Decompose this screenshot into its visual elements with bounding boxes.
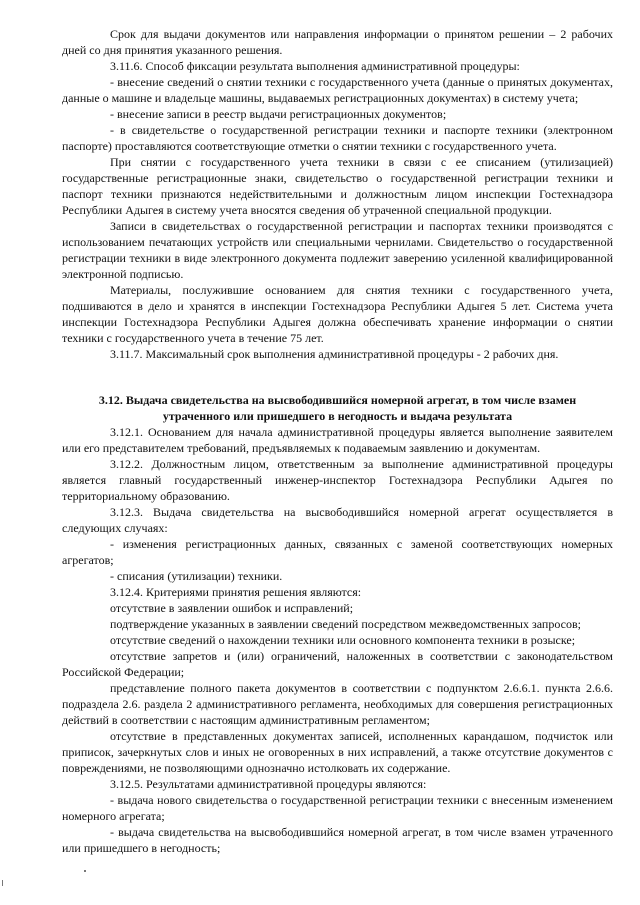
paragraph: отсутствие сведений о нахождении техники или основного компонента техники в розыске; — [110, 633, 576, 647]
paragraph: 3.11.7. Максимальный срок выполнения административной процедуры - 2 рабочих дня. — [110, 347, 559, 361]
paragraph: подтверждение указанных в заявлении сведений посредством межведомственных запросов; — [110, 617, 581, 631]
paragraph: 3.12.4. Критериями принятия решения являются: — [110, 585, 362, 599]
section-heading-line: 3.12. Выдача свидетельства на высвободившийся номерной агрегат, в том числе взамен — [98, 393, 577, 407]
section-heading-line: утраченного или пришедшего в негодность и выдача результата — [162, 409, 513, 423]
scan-speck — [84, 870, 86, 872]
paragraph: - списания (утилизации) техники. — [110, 569, 283, 583]
paragraph: Материалы, послужившие основанием для снятия техники с государственного учета, подшиваются в дело и хранятся в инспекции Гостехнадзора Республики Адыгея 5 лет. Система учета инспекции Гостехнадзора Республики Адыгея должна обеспечивать хранение информации о снятии техники с государственного учета в течение 75 лет. — [62, 283, 613, 345]
paragraph: - выдача нового свидетельства о государственной регистрации техники с внесенным изменением номерного агрегата; — [62, 793, 613, 823]
paragraph: Срок для выдачи документов или направления информации о принятом решении – 2 рабочих дней со дня принятия указанного решения. — [62, 27, 613, 57]
paragraph: представление полного пакета документов в соответствии с подпунктом 2.6.6.1. пункта 2.6.6. подраздела 2.6. раздела 2 административного регламента, необходимых для совершения регистрационных действий в соответствии с настоящим административным регламентом; — [62, 681, 613, 727]
paragraph: - внесение записи в реестр выдачи регистрационных документов; — [110, 107, 447, 121]
paragraph: Записи в свидетельствах о государственной регистрации и паспортах техники производятся с использованием печатающих устройств или специальными чернилами. Свидетельство о государственной регистрации техники в виде электронного документа подлежит заверению усиленной квалифицированной электронной подписью. — [62, 219, 613, 281]
paragraph: 3.12.3. Выдача свидетельства на высвободившийся номерной агрегат осуществляется в следующих случаях: — [62, 505, 613, 535]
paragraph: отсутствие запретов и (или) ограничений, наложенных в соответствии с законодательством Российской Федерации; — [62, 649, 613, 679]
paragraph: - в свидетельстве о государственной регистрации техники и паспорте техники (электронном паспорте) проставляются соответствующие отметки о снятии техники с государственного учета. — [62, 123, 613, 153]
document-page — [62, 26, 613, 856]
paragraph: - изменения регистрационных данных, связанных с заменой соответствующих номерных агрегатов; — [62, 537, 613, 567]
paragraph: отсутствие в представленных документах записей, исполненных карандашом, подчисток или приписок, зачеркнутых слов и иных не оговоренных в них исправлений, а также отсутствие документов с повреждениями, не позволяющими однозначно истолковать их содержание. — [62, 729, 613, 775]
paragraph: При снятии с государственного учета техники в связи с ее списанием (утилизацией) государственные регистрационные знаки, свидетельство о государственной регистрации техники и паспорт техники признаются недействительными и должностным лицом инспекции Гостехнадзора Республики Адыгея в систему учета вносятся сведения об утраченной специальной продукции. — [62, 155, 613, 217]
paragraph: 3.12.5. Результатами административной процедуры являются: — [110, 777, 427, 791]
paragraph: 3.12.2. Должностным лицом, ответственным за выполнение административной процедуры является главный государственный инженер-инспектор Гостехнадзора Республики Адыгея по территориальному образованию. — [62, 457, 613, 503]
section-heading — [62, 392, 613, 424]
scan-speck — [2, 880, 3, 886]
paragraph: отсутствие в заявлении ошибок и исправлений; — [110, 601, 354, 615]
paragraph: 3.11.6. Способ фиксации результата выполнения административной процедуры: — [110, 59, 520, 73]
paragraph: 3.12.1. Основанием для начала административной процедуры является выполнение заявителем или его представителем требований, предъявляемых к подаваемым заявлению и документам. — [62, 425, 613, 455]
paragraph: - внесение сведений о снятии техники с государственного учета (данные о принятых документах, данные о машине и владельце машины, выдаваемых регистрационных документах) в систему учета; — [62, 75, 613, 105]
paragraph: - выдача свидетельства на высвободившийся номерной агрегат, в том числе взамен утраченного или пришедшего в негодность; — [62, 825, 613, 855]
